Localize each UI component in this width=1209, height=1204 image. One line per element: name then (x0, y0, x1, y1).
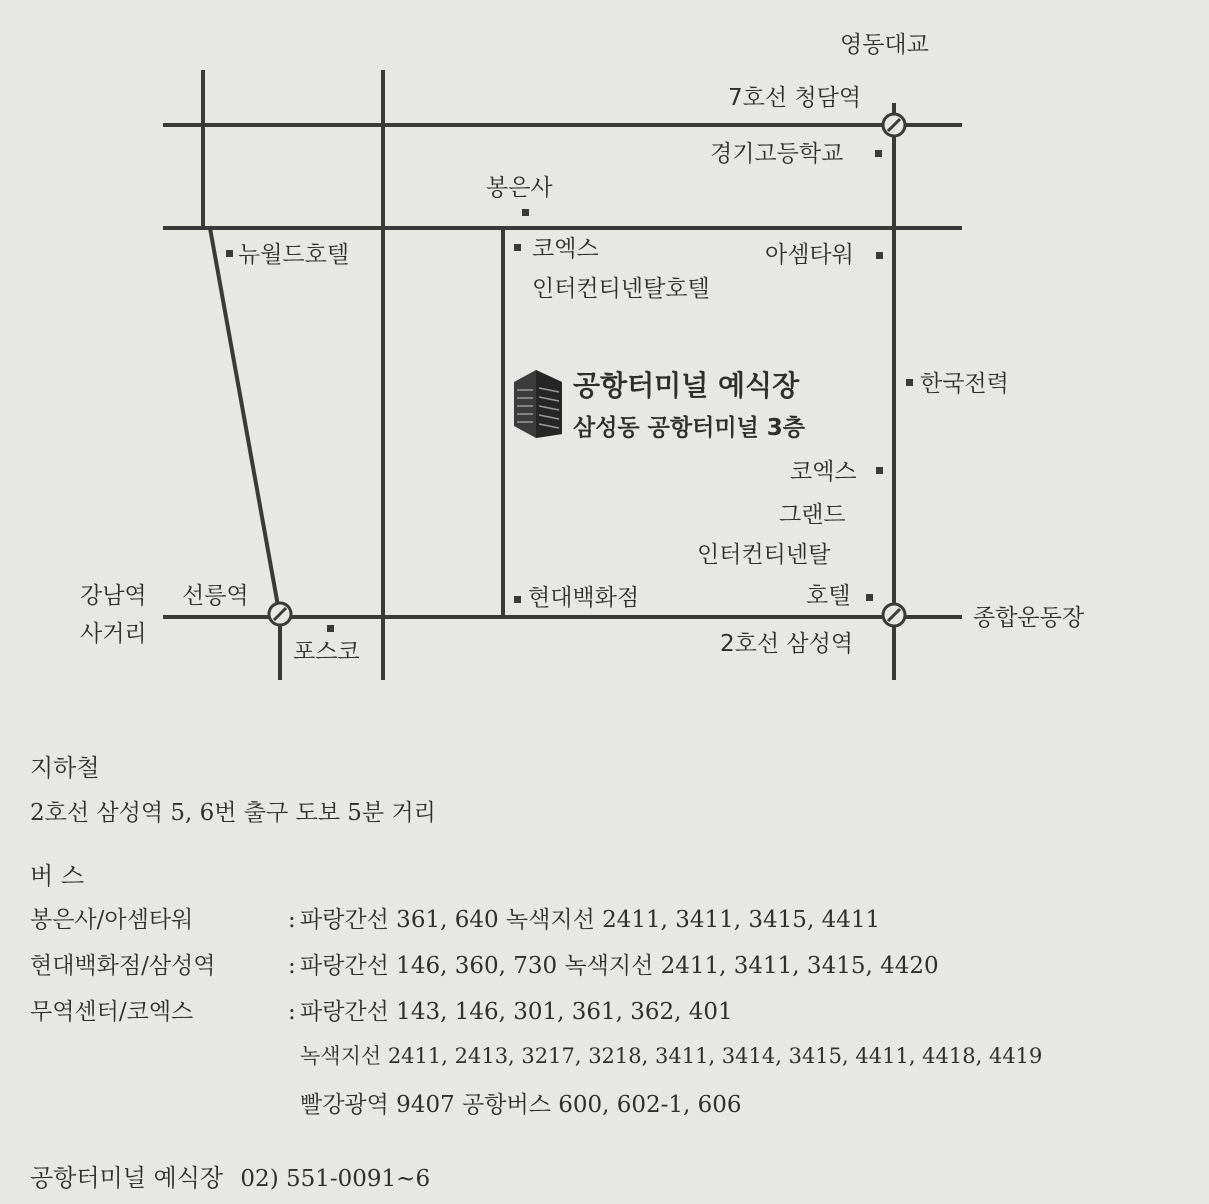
label-asem-tower: 아셈타워 (765, 242, 854, 268)
label-coex-grand-2: 그랜드 (779, 502, 846, 528)
bus-routes: 빨강광역 9407 공항버스 600, 602-1, 606 (300, 1092, 742, 1118)
label-new-world-hotel: 뉴월드호텔 (238, 242, 350, 268)
label-coex-grand-4: 호텔 (806, 583, 851, 609)
label-coex-grand-1: 코엑스 (790, 459, 857, 485)
label-posco: 포스코 (293, 639, 360, 665)
bus-row (30, 993, 733, 1026)
label-cheongdam-station: 7호선 청담역 (728, 85, 862, 111)
contact-phone[interactable]: 02) 551-0091~6 (240, 1166, 431, 1192)
label-gangnam-2: 사거리 (80, 621, 147, 647)
bus-row (30, 947, 939, 980)
label-samseong-station: 2호선 삼성역 (720, 631, 854, 657)
label-hyundai-dept: 현대백화점 (528, 585, 640, 611)
bus-colon: : (288, 999, 296, 1025)
marker-asem (876, 252, 883, 259)
label-bongeunsa: 봉은사 (486, 175, 553, 201)
marker-kyunggi (875, 150, 882, 157)
seolleung-station-icon (269, 603, 291, 625)
subway-directions: 2호선 삼성역 5, 6번 출구 도보 5분 거리 (30, 800, 436, 826)
label-kepco: 한국전력 (920, 371, 1009, 397)
samseong-station-icon (883, 604, 905, 626)
label-coex-intercontinental-2: 인터컨티넨탈호텔 (532, 276, 710, 302)
bus-routes: 파랑간선 361, 640 녹색지선 2411, 3411, 3415, 4411 (300, 907, 881, 933)
contact-name: 공항터미널 예식장 (30, 1164, 224, 1192)
cheongdam-station-icon (883, 114, 905, 136)
bus-stop-name: 무역센터/코엑스 (30, 999, 194, 1025)
bus-row (30, 1040, 1042, 1070)
building-icon (514, 370, 562, 438)
marker-bongeunsa (522, 209, 529, 216)
contact-line (30, 1158, 430, 1193)
bus-stop-name: 현대백화점/삼성역 (30, 953, 216, 979)
marker-newworld (226, 250, 233, 257)
label-kyunggi-high: 경기고등학교 (710, 141, 844, 167)
bus-colon: : (288, 953, 296, 979)
bus-row (30, 901, 880, 934)
bus-routes: 파랑간선 143, 146, 301, 361, 362, 401 (300, 999, 733, 1025)
venue-address: 삼성동 공항터미널 3층 (573, 415, 805, 441)
bus-stop-name: 봉은사/아셈타워 (30, 907, 194, 933)
marker-grand-hotel (866, 594, 873, 601)
label-coex-grand-3: 인터컨티넨탈 (697, 542, 831, 568)
marker-kepco (906, 379, 913, 386)
bus-routes: 녹색지선 2411, 2413, 3217, 3218, 3411, 3414, 3415, 4411, 4418, 4419 (300, 1044, 1043, 1068)
label-yeongdong-bridge: 영동대교 (840, 32, 929, 58)
marker-hyundai (514, 596, 521, 603)
label-coex-intercontinental-1: 코엑스 (532, 236, 599, 262)
bus-colon: : (288, 907, 296, 933)
marker-posco (327, 625, 334, 632)
marker-coex-inter (514, 244, 521, 251)
label-gangnam-1: 강남역 (80, 583, 147, 609)
label-seolleung-station: 선릉역 (182, 583, 249, 609)
marker-coex-grand (876, 467, 883, 474)
label-sports-complex: 종합운동장 (973, 605, 1085, 631)
venue-name: 공항터미널 예식장 (573, 369, 800, 402)
bus-routes: 파랑간선 146, 360, 730 녹색지선 2411, 3411, 3415, 4420 (300, 953, 939, 979)
bus-heading: 버 스 (30, 862, 84, 890)
subway-heading: 지하철 (30, 754, 100, 782)
road-diagonal-seolleung (210, 228, 280, 617)
bus-row (30, 1086, 742, 1119)
